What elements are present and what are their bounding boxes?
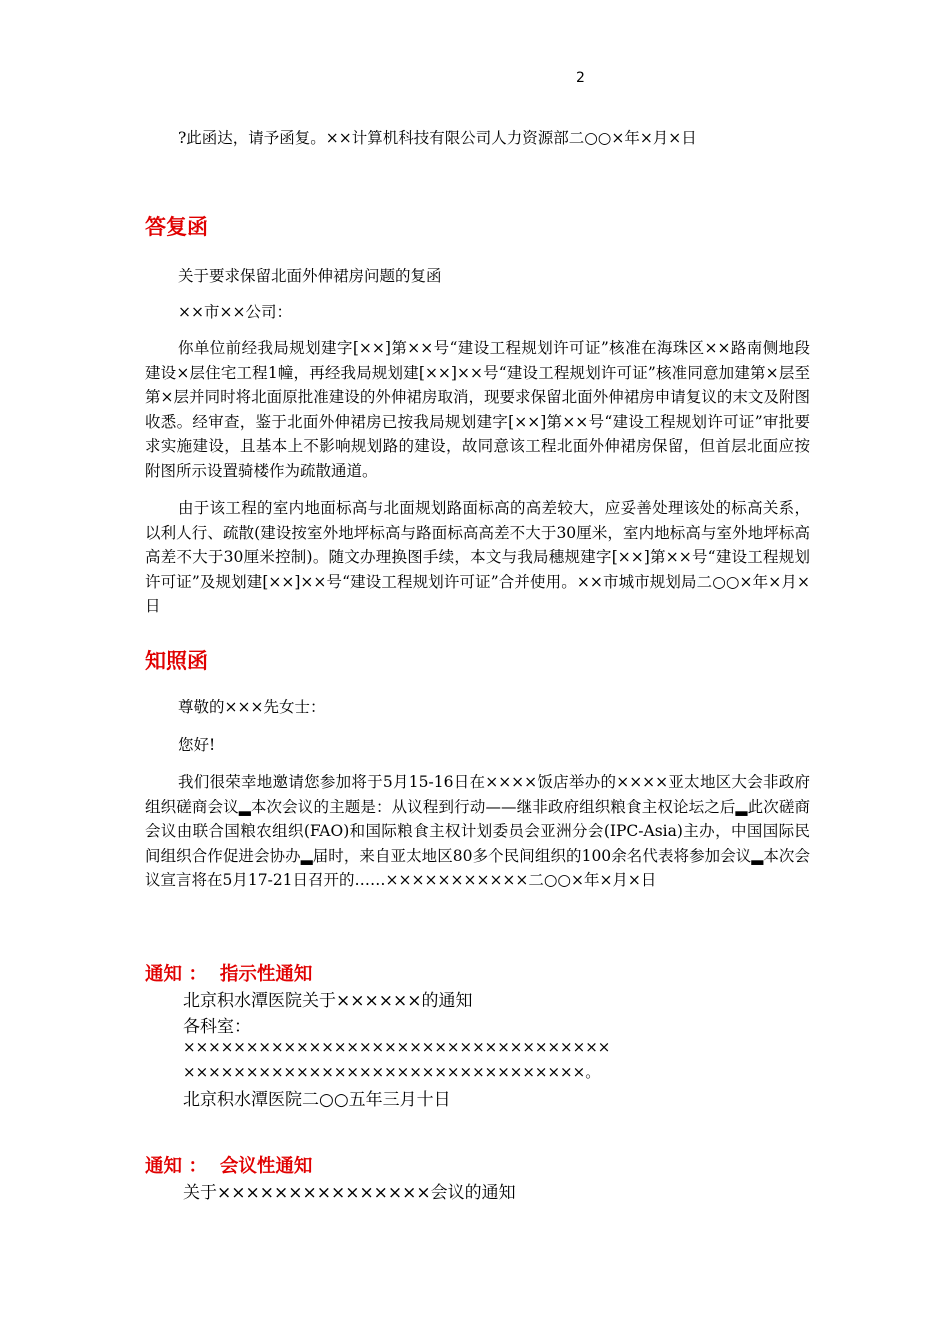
meeting-notice-heading: 通知 ： 会议性通知 — [145, 1156, 313, 1177]
notification-letter-body: 我们很荣幸地邀请您参加将于5月15-16日在××××饭店举办的××××亚太地区大会非政府组织磋商会议▂本次会议的主题是：从议程到行动——继非政府组织粮食主权论坛之后▂此次磋商会议由联合国粮农组织(FAO)和国际粮食主权计划委员会亚洲分会(IPC-Asia)主办，中国国际民间组织合作促进会协办▂届时，来自亚太地区80多个民间组织的100余名代表将参加会议▂本次会议宣言将在5月17-21日召开的……×××××××××××二○○×年×月×日 — [145, 773, 810, 889]
reply-letter-body-1: 你单位前经我局规划建字[××]第××号“建设工程规划许可证”核准在海珠区××路南侧地段建设×层住宅工程1幢，再经我局规划建[××]××号“建设工程规划许可证”核准同意加建第×层至第×层并同时将北面原批准建设的外伸裙房取消，现要求保留北面外伸裙房申请复议的末文及附图收悉。经审查，鉴于北面外伸裙房已按我局规划建字[××]第××号“建设工程规划许可证”审批要求实施建设，且基本上不影响规划路的建设，故同意该工程北面外伸裙房保留，但首层北面应按附图所示设置骑楼作为疏散通道。 — [145, 339, 810, 480]
reply-letter-body-2: 由于该工程的室内地面标高与北面规划路面标高的高差较大，应妥善处理该处的标高关系，以利人行、疏散(建设按室外地坪标高与路面标高高差不大于30厘米，室内地标高与室外地坪标高高差不大于30厘米控制)。随文办理换图手续，本文与我局穗规建字[××]第××号“建设工程规划许可证”及规划建[××]××号“建设工程规划许可证”合并使用。××市城市规划局二○○×年×月×日 — [145, 499, 810, 615]
directive-notice-signature: 北京积水潭医院二○○五年三月十日 — [183, 1090, 451, 1110]
notification-letter-heading: 知照函 — [145, 649, 208, 673]
directive-notice-body-line-2: ××××××××××××××××××××××××××××××××。 — [183, 1063, 601, 1081]
meeting-notice-title: 关于×××××××××××××××会议的通知 — [183, 1183, 516, 1203]
notification-letter-greeting: 您好! — [178, 736, 216, 754]
notification-letter-salutation: 尊敬的×××先女士： — [178, 698, 326, 716]
directive-notice-heading: 通知 ： 指示性通知 — [145, 964, 313, 985]
intro-line: ?此函达，请予函复。××计算机科技有限公司人力资源部二○○×年×月×日 — [178, 129, 697, 147]
reply-letter-addressee: ××市××公司： — [178, 303, 292, 321]
directive-notice-addressee: 各科室： — [183, 1017, 251, 1037]
directive-notice-body-line-1: ×××××××××××××××××××××××××××××××××× — [183, 1038, 611, 1056]
page-number: 2 — [576, 70, 585, 86]
reply-letter-heading: 答复函 — [145, 215, 208, 239]
directive-notice-title: 北京积水潭医院关于××××××的通知 — [183, 991, 473, 1011]
reply-letter-title: 关于要求保留北面外伸裙房问题的复函 — [178, 267, 442, 285]
